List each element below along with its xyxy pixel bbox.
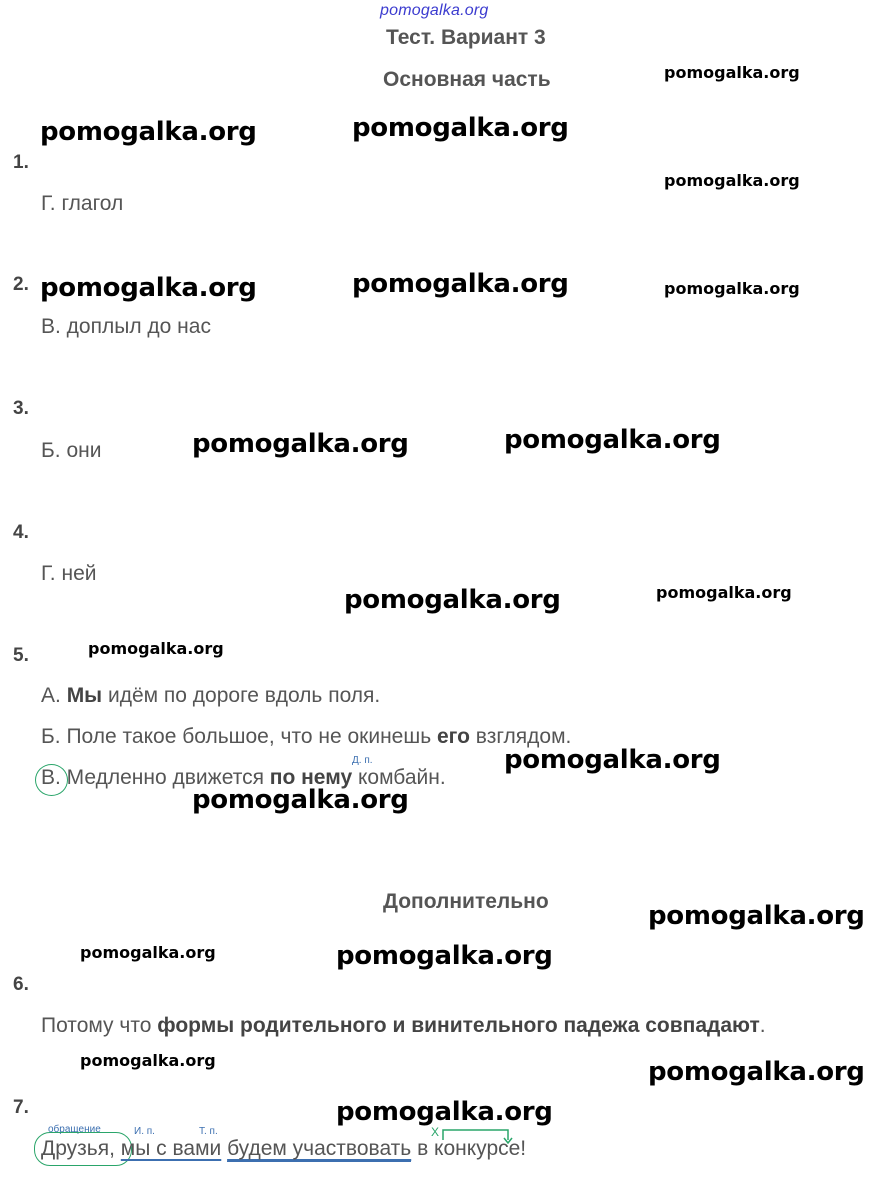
question-number-6: 6. xyxy=(13,974,29,995)
watermark: pomogalka.org xyxy=(648,901,865,931)
question-number-2: 2. xyxy=(13,274,29,295)
watermark: pomogalka.org xyxy=(40,117,257,147)
watermark: pomogalka.org xyxy=(80,943,216,962)
case-mark-dative: Д. п. xyxy=(352,755,373,766)
ending-x-mark: X xyxy=(431,1125,440,1139)
answer-4: Г. ней xyxy=(41,562,97,585)
question-number-4: 4. xyxy=(13,522,29,543)
section-heading-extra: Дополнительно xyxy=(383,890,549,913)
sentence-predicate xyxy=(227,1137,411,1162)
option-c-letter: В. xyxy=(41,766,61,789)
question-number-1: 1. xyxy=(13,152,29,173)
question-number-3: 3. xyxy=(13,398,29,419)
watermark: pomogalka.org xyxy=(352,113,569,143)
mark-nominative: И. п. xyxy=(134,1126,155,1137)
page-title: Тест. Вариант 3 xyxy=(386,26,546,49)
watermark: pomogalka.org xyxy=(664,63,800,82)
answer-6-bold: формы родительного и винительного падежа совпадают xyxy=(157,1014,760,1037)
mark-address: обращение xyxy=(48,1124,101,1135)
answer-1: Г. глагол xyxy=(41,192,124,215)
watermark: pomogalka.org xyxy=(504,745,721,775)
option-a-text: идём по дороге вдоль поля. xyxy=(102,684,381,707)
sentence-address: Друзья xyxy=(41,1137,110,1160)
sentence-comma: , xyxy=(109,1137,115,1160)
watermark: pomogalka.org xyxy=(344,585,561,615)
option-a-letter: А. xyxy=(41,684,61,707)
watermark: pomogalka.org xyxy=(656,583,792,602)
sentence-subject: мы с вами xyxy=(120,1137,222,1160)
option-c-text-start: Медленно движется xyxy=(60,766,270,789)
answer-7 xyxy=(41,1137,526,1161)
watermark: pomogalka.org xyxy=(192,785,409,815)
answer-3: Б. они xyxy=(41,439,102,462)
watermark: pomogalka.org xyxy=(40,273,257,303)
question-number-5: 5. xyxy=(13,645,29,666)
option-b-pronoun: его xyxy=(436,725,470,748)
watermark: pomogalka.org xyxy=(352,269,569,299)
watermark: pomogalka.org xyxy=(88,639,224,658)
answer-5-option-b xyxy=(41,725,571,749)
predicate-text: будем участвовать xyxy=(227,1137,412,1160)
watermark: pomogalka.org xyxy=(192,429,409,459)
answer-2: В. доплыл до нас xyxy=(41,315,211,338)
watermark: pomogalka.org xyxy=(336,941,553,971)
answer-5-option-a xyxy=(41,684,380,708)
answer-6-text-end: . xyxy=(759,1014,766,1037)
mark-instrumental: Т. п. xyxy=(199,1126,218,1137)
watermark: pomogalka.org xyxy=(504,425,721,455)
answer-6 xyxy=(41,1014,766,1038)
watermark: pomogalka.org xyxy=(664,279,800,298)
site-link[interactable]: pomogalka.org xyxy=(380,2,489,19)
watermark: pomogalka.org xyxy=(664,171,800,190)
watermark: pomogalka.org xyxy=(648,1057,865,1087)
option-b-text-end: взглядом. xyxy=(469,725,572,748)
question-number-7: 7. xyxy=(13,1097,29,1118)
section-heading-main: Основная часть xyxy=(383,68,551,91)
option-b-text-start: Б. Поле такое большое, что не окинешь xyxy=(41,725,437,748)
option-c-pronoun: по нему xyxy=(269,766,353,789)
watermark: pomogalka.org xyxy=(80,1051,216,1070)
watermark: pomogalka.org xyxy=(336,1097,553,1127)
option-c-text-end: комбайн. xyxy=(352,766,446,789)
answer-6-text-start: Потому что xyxy=(41,1014,158,1037)
option-a-pronoun: Мы xyxy=(66,684,103,707)
sentence-object: в конкурсе! xyxy=(417,1137,527,1160)
